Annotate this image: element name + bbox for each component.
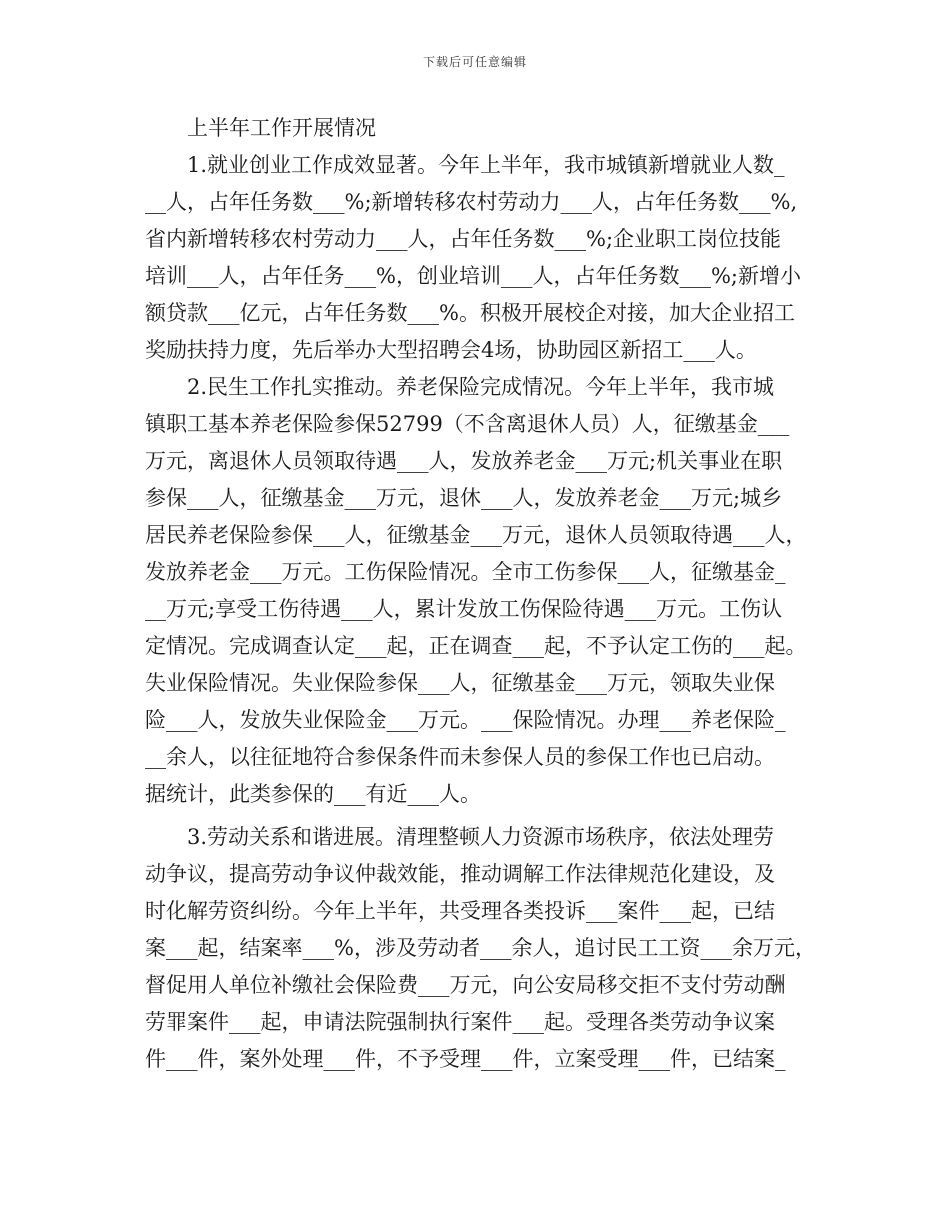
paragraph-line: 发放养老金___万元。工伤保险情况。全市工伤参保___人，征缴基金_ [145,560,786,584]
paragraph-line: 参保___人，征缴基金___万元，退休___人，发放养老金___万元;城乡 [145,486,783,510]
paragraph-line: 定情况。完成调查认定___起，正在调查___起，不予认定工伤的___起。 [145,634,807,658]
paragraph-line: 动争议，提高劳动争议仲裁效能，推动调解工作法律规范化建设，及 [145,862,775,886]
paragraph-line: 奖励扶持力度，先后举办大型招聘会4场，协助园区新招工___人。 [145,338,757,362]
paragraph-line: 失业保险情况。失业保险参保___人，征缴基金___万元，领取失业保 [145,671,775,695]
paragraph-line: 时化解劳资纠纷。今年上半年，共受理各类投诉___案件___起，已结 [145,899,775,923]
page-header-note: 下载后可任意编辑 [422,55,527,69]
paragraph-line: 3.劳动关系和谐进展。清理整顿人力资源市场秩序，依法处理劳 [187,825,775,849]
paragraph-line: 镇职工基本养老保险参保52799（不含离退休人员）人，征缴基金___ [145,412,790,436]
paragraph-line: 2.民生工作扎实推动。养老保险完成情况。今年上半年，我市城 [187,375,775,399]
paragraph-employment [145,147,815,369]
paragraph-line: 1.就业创业工作成效显著。今年上半年，我市城镇新增就业人数_ [187,153,785,177]
paragraph-line: 险___人，发放失业保险金___万元。___保险情况。办理___养老保险_ [145,708,786,732]
paragraph-line: 居民养老保险参保___人，征缴基金___万元，退休人员领取待遇___人， [145,523,807,547]
paragraph-line: 劳罪案件___起，申请法院强制执行案件___起。受理各类劳动争议案 [145,1010,775,1034]
paragraph-line: 据统计，此类参保的___有近___人。 [145,782,481,806]
paragraph-line: 省内新增转移农村劳动力___人，占年任务数___%;企业职工岗位技能 [145,227,782,251]
paragraph-line: 额贷款___亿元，占年任务数___%。积极开展校企对接，加大企业招工 [145,301,795,325]
paragraph-line: __余人，以往征地符合参保条件而未参保人员的参保工作也已启动。 [145,745,775,769]
document-body [145,110,815,1078]
paragraph-line: 督促用人单位补缴社会保险费___万元，向公安局移交拒不支付劳动酬 [145,973,786,997]
paragraph-line: 件___件，案外处理___件，不予受理___件，立案受理___件，已结案_ [145,1047,786,1071]
document-title: 上半年工作开展情况 [187,116,376,140]
paragraph-line: 案___起，结案率___%，涉及劳动者___余人，追讨民工工资___余万元， [145,936,816,960]
paragraph-livelihood [145,369,815,813]
paragraph-line: 万元，离退休人员领取待遇___人，发放养老金___万元;机关事业在职 [145,449,783,473]
paragraph-line: __人，占年任务数___%;新增转移农村劳动力___人，占年任务数___%, [145,190,798,214]
paragraph-labor-relations [145,819,815,1078]
paragraph-line: __万元;享受工伤待遇___人，累计发放工伤保险待遇___万元。工伤认 [145,597,783,621]
paragraph-line: 培训___人，占年任务___%，创业培训___人，占年任务数___%;新增小 [145,264,801,288]
